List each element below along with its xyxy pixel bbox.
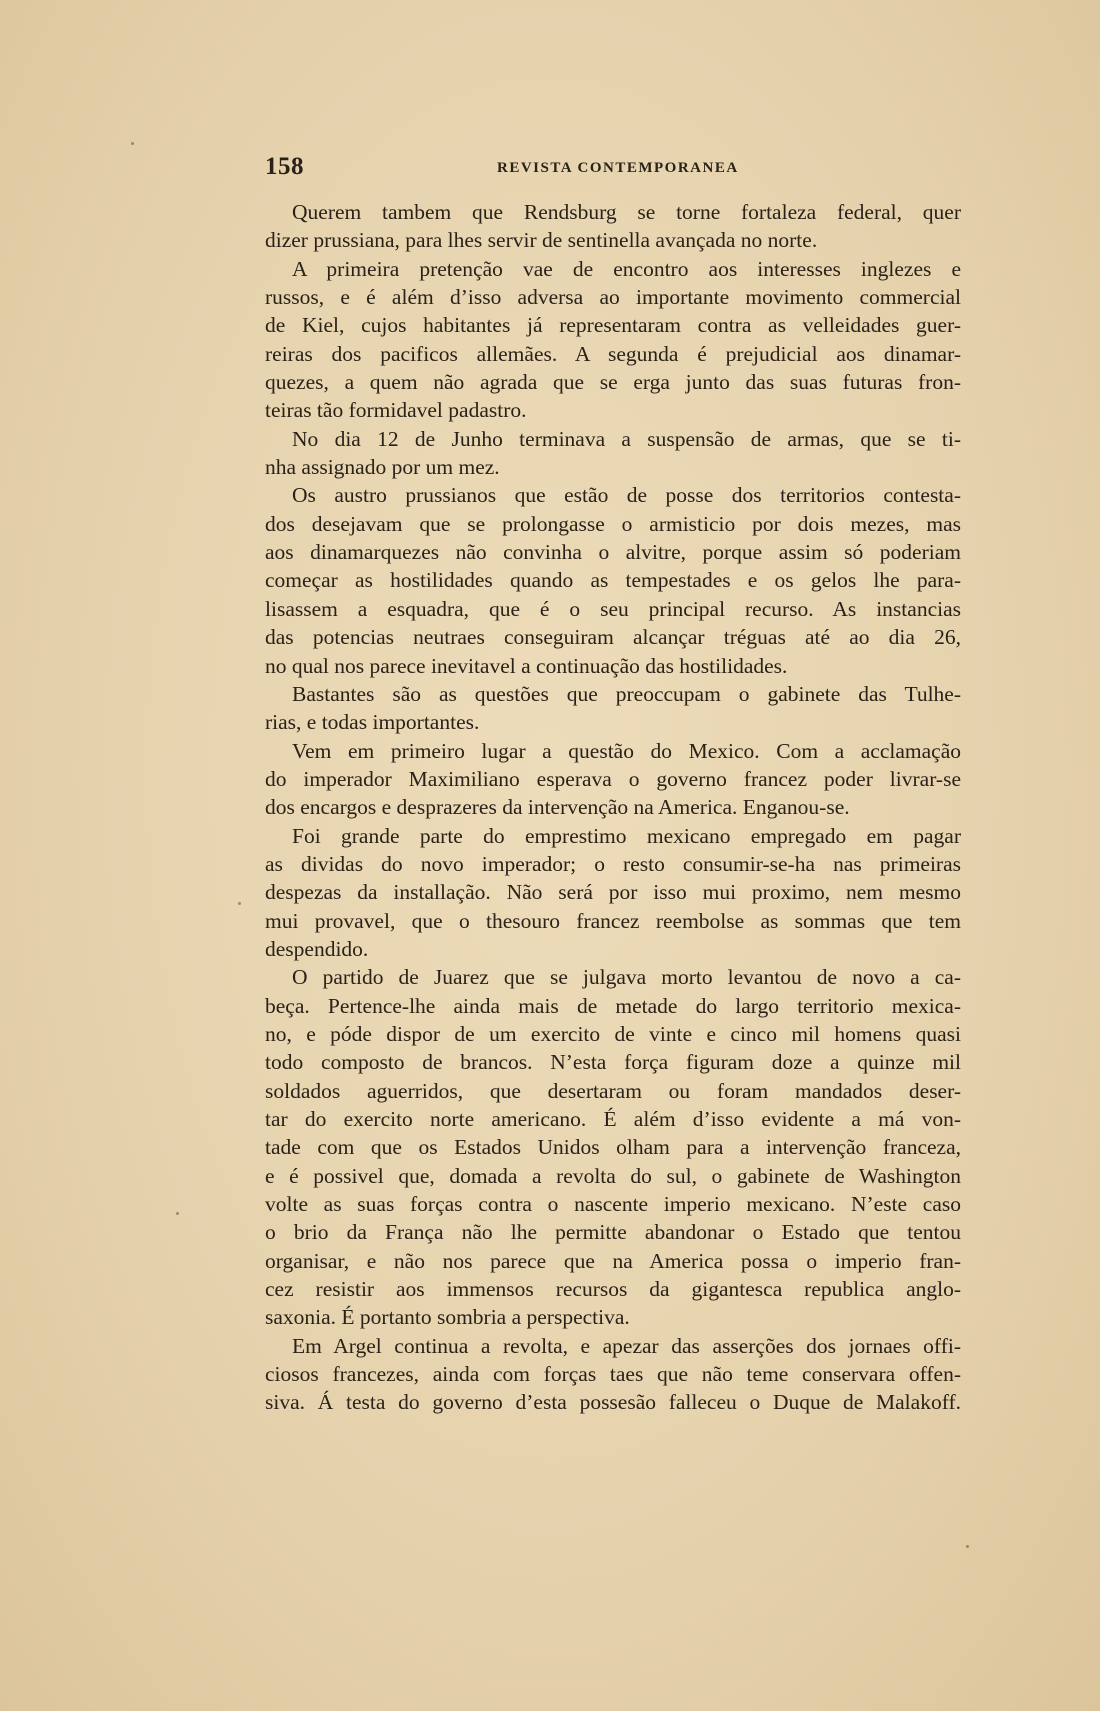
text-line: beça. Pertence-lhe ainda mais de metade do largo territorio mexica- [265, 993, 961, 1018]
text-line: saxonia. É portanto sombria a perspectiva. [265, 1305, 630, 1330]
text-line: ciosos francezes, ainda com forças taes que não teme conservara offen- [265, 1362, 961, 1387]
paper-speck [966, 1545, 969, 1548]
text-line: Os austro prussianos que estão de posse dos territorios contesta- [292, 483, 961, 508]
text-line: soldados aguerridos, que desertaram ou foram mandados deser- [265, 1078, 961, 1103]
text-line: despendido. [265, 936, 369, 961]
text-line: Foi grande parte do emprestimo mexicano empregado em pagar [292, 823, 961, 848]
text-line: No dia 12 de Junho terminava a suspensão de armas, que se ti- [292, 426, 961, 451]
text-line: quezes, a quem não agrada que se erga junto das suas futuras fron- [265, 370, 961, 395]
text-line: organisar, e não nos parece que na America possa o imperio fran- [265, 1248, 961, 1273]
text-line: nha assignado por um mez. [265, 455, 500, 480]
text-line: Em Argel continua a revolta, e apezar das asserções dos jornaes offi- [292, 1333, 961, 1358]
paper-speck [131, 142, 134, 145]
text-line: no qual nos parece inevitavel a continuação das hostilidades. [265, 653, 788, 678]
text-line: das potencias neutraes conseguiram alcançar tréguas até ao dia 26, [265, 625, 961, 650]
text-line: Vem em primeiro lugar a questão do Mexico. Com a acclamação [292, 738, 961, 763]
text-line: A primeira pretenção vae de encontro aos interesses inglezes e [292, 256, 961, 281]
page-number: 158 [265, 153, 304, 180]
text-line: Querem tambem que Rendsburg se torne fortaleza federal, quer [292, 200, 961, 224]
text-line: no, e póde dispor de um exercito de vinte e cinco mil homens quasi [265, 1021, 961, 1046]
text-line: dos encargos e desprazeres da intervenção na America. Enganou-se. [265, 795, 850, 820]
text-line: as dividas do novo imperador; o resto consumir-se-ha nas primeiras [265, 851, 961, 876]
text-line: dos desejavam que se prolongasse o armisticio por dois mezes, mas [265, 511, 961, 536]
text-line: do imperador Maximiliano esperava o governo francez poder livrar-se [265, 766, 961, 791]
running-title: REVISTA CONTEMPORANEA [497, 160, 739, 176]
text-line: lisassem a esquadra, que é o seu principal recurso. As instancias [265, 596, 961, 621]
text-line: tade com que os Estados Unidos olham para a intervenção franceza, [265, 1135, 961, 1160]
text-line: e é possivel que, domada a revolta do sul, o gabinete de Washington [265, 1163, 961, 1188]
text-line: começar as hostilidades quando as tempestades e os gelos lhe para- [265, 568, 961, 593]
text-line: o brio da França não lhe permitte abandonar o Estado que tentou [265, 1220, 961, 1245]
text-line: despezas da installação. Não será por isso mui proximo, nem mesmo [265, 880, 961, 905]
paper-speck [176, 1212, 179, 1215]
article-body [265, 198, 961, 1417]
text-line: de Kiel, cujos habitantes já representaram contra as velleidades guer- [265, 313, 961, 338]
text-line: cez resistir aos immensos recursos da gigantesca republica anglo- [265, 1277, 961, 1302]
text-line: mui provavel, que o thesouro francez reembolse as sommas que tem [265, 908, 961, 933]
text-line: dizer prussiana, para lhes servir de sentinella avançada no norte. [265, 228, 818, 253]
text-line: siva. Á testa do governo d’esta possesão falleceu o Duque de Malakoff. [265, 1390, 961, 1415]
text-line: teiras tão formidavel padastro. [265, 398, 527, 423]
text-line: O partido de Juarez que se julgava morto levantou de novo a ca- [292, 965, 961, 990]
text-line: russos, e é além d’isso adversa ao importante movimento commercial [265, 285, 961, 310]
paper-speck [238, 902, 241, 905]
text-line: todo composto de brancos. N’esta força figuram doze a quinze mil [265, 1050, 961, 1075]
text-line: volte as suas forças contra o nascente imperio mexicano. N’este caso [265, 1192, 961, 1217]
text-line: reiras dos pacificos allemães. A segunda é prejudicial aos dinamar- [265, 341, 961, 366]
text-line: tar do exercito norte americano. É além d’isso evidente a má von- [265, 1107, 961, 1131]
text-line: aos dinamarquezes não convinha o alvitre, porque assim só poderiam [265, 540, 961, 565]
text-line: Bastantes são as questões que preoccupam o gabinete das Tulhe- [292, 681, 961, 706]
text-line: rias, e todas importantes. [265, 710, 480, 735]
page-header [265, 153, 739, 183]
